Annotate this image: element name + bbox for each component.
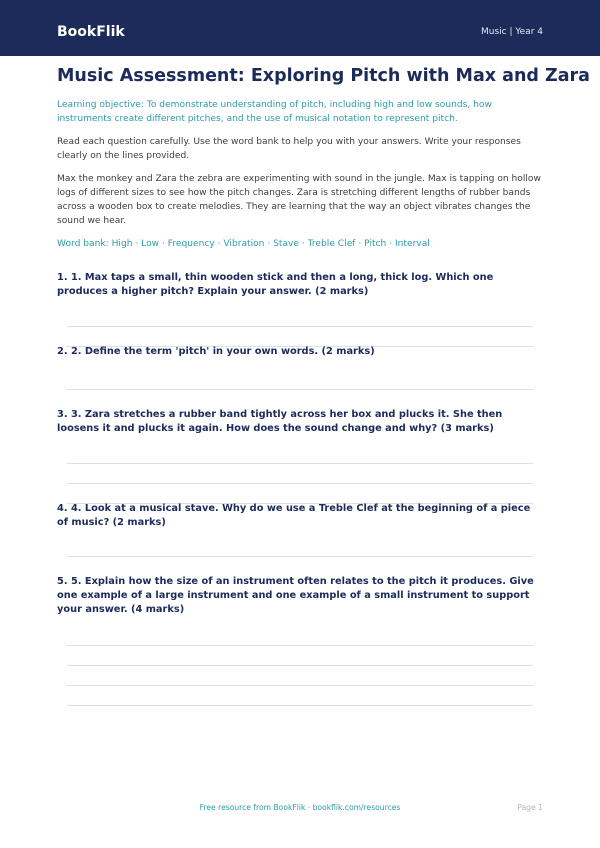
- answer-line[interactable]: [67, 556, 533, 557]
- answer-line[interactable]: [67, 705, 533, 706]
- learning-objective: Learning objective: To demonstrate understanding of pitch, including high and low sounds, how instruments create different pitches, and the use of musical notation to represent pitch.: [57, 100, 492, 124]
- page-footer: [0, 802, 600, 816]
- question-text: 3. 3. Zara stretches a rubber band tightly across her box and plucks it. She then loosens it and plucks it again. How does the sound change and why? (3 marks): [57, 409, 503, 434]
- brand-logo[interactable]: BookFlik: [57, 24, 125, 40]
- instructions: Read each question carefully. Use the word bank to help you with your answers. Write your responses clearly on the lines provided.: [57, 137, 521, 161]
- question-3: [57, 408, 543, 504]
- answer-line[interactable]: [67, 389, 533, 390]
- page-title: Music Assessment: Exploring Pitch with Max and Zara: [57, 66, 590, 86]
- question-text: 5. 5. Explain how the size of an instrument often relates to the pitch it produces. Give one example of a large instrument and one example of a small instrument to support your answer. (4 marks): [57, 576, 534, 615]
- word-bank: Word bank: High · Low · Frequency · Vibration · Stave · Treble Clef · Pitch · Interval: [57, 239, 430, 249]
- page-number: Page 1: [517, 803, 543, 812]
- subject-year-label: Music | Year 4: [480, 27, 543, 37]
- story-paragraph: Max the monkey and Zara the zebra are experimenting with sound in the jungle. Max is tapping on hollow logs of different sizes to see how the pitch changes. Zara is stretching different lengths of rubber bands across a wooden box to create melodies. They are learning that the way an object vibrates changes the sound we hear.: [57, 174, 541, 226]
- page-header: [0, 0, 600, 56]
- question-text: 1. 1. Max taps a small, thin wooden stick and then a long, thick log. Which one produces a higher pitch? Explain your answer. (2 marks): [57, 272, 494, 297]
- question-text: 2. 2. Define the term 'pitch' in your own words. (2 marks): [57, 346, 375, 357]
- question-5: [57, 575, 543, 706]
- worksheet-body: [57, 98, 543, 706]
- question-1: [57, 271, 543, 347]
- question-4: [57, 502, 543, 557]
- question-2: [57, 345, 543, 390]
- footer-credit-link[interactable]: Free resource from BookFlik · bookflik.com/resources: [199, 803, 401, 812]
- question-text: 4. 4. Look at a musical stave. Why do we use a Treble Clef at the beginning of a piece of music? (2 marks): [57, 503, 531, 528]
